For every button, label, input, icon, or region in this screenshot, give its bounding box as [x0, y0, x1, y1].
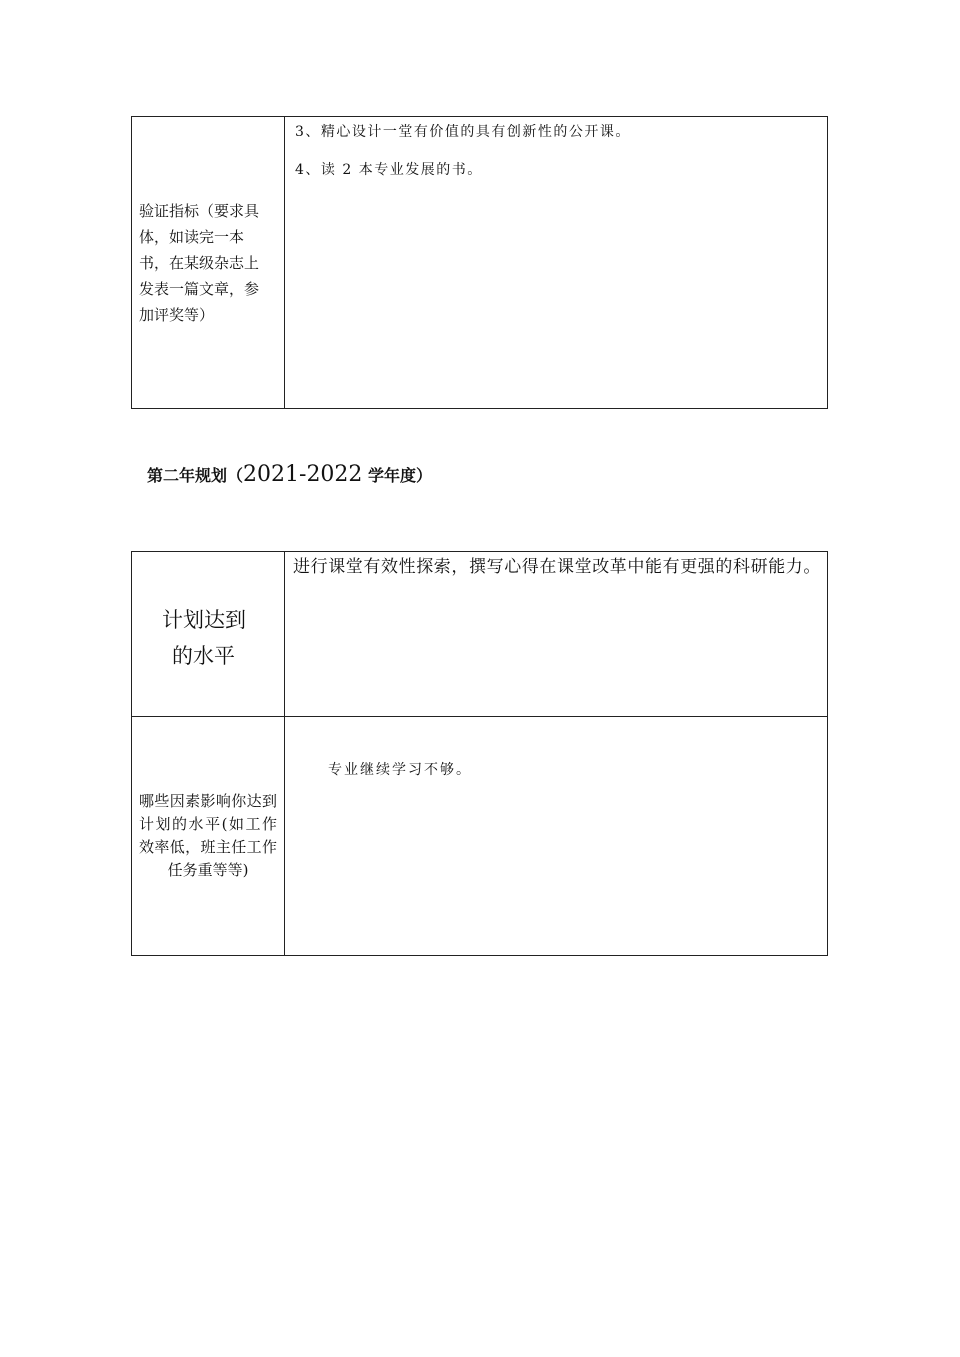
factors-text: 专业继续学习不够。	[328, 762, 472, 778]
goal-text: 进行课堂有效性探索，撰写心得在课堂改革中能有更强的科研能力。	[293, 557, 821, 577]
factors-label: 哪些因素影响你达到计划的水平(如工作效率低，班主任工作任务重等等)	[139, 792, 277, 879]
goal-label: 计划达到 的水平	[162, 608, 246, 668]
factors-content-cell	[285, 717, 827, 955]
table-row	[132, 117, 827, 408]
indicator-label: 验证指标（要求具 体，如读完一本 书，在某级杂志上 发表一篇文章，参 加评奖等）	[139, 201, 260, 324]
indicator-content-cell	[285, 117, 827, 408]
section-heading: 第二年规划（2021-2022 学年度）	[147, 462, 433, 487]
goal-content-cell	[285, 552, 827, 716]
indicator-item: 3、精心设计一堂有价值的具有创新性的公开课。	[295, 124, 631, 140]
table-second-year-plan	[131, 551, 828, 956]
indicator-item: 4、读 2 本专业发展的书。	[295, 162, 483, 178]
table-row	[132, 552, 827, 716]
indicator-label-cell	[132, 117, 285, 408]
table-yearly-plan-continued	[131, 116, 828, 409]
table-row	[132, 716, 827, 955]
factors-label-cell	[132, 717, 285, 955]
goal-label-cell	[132, 552, 285, 716]
